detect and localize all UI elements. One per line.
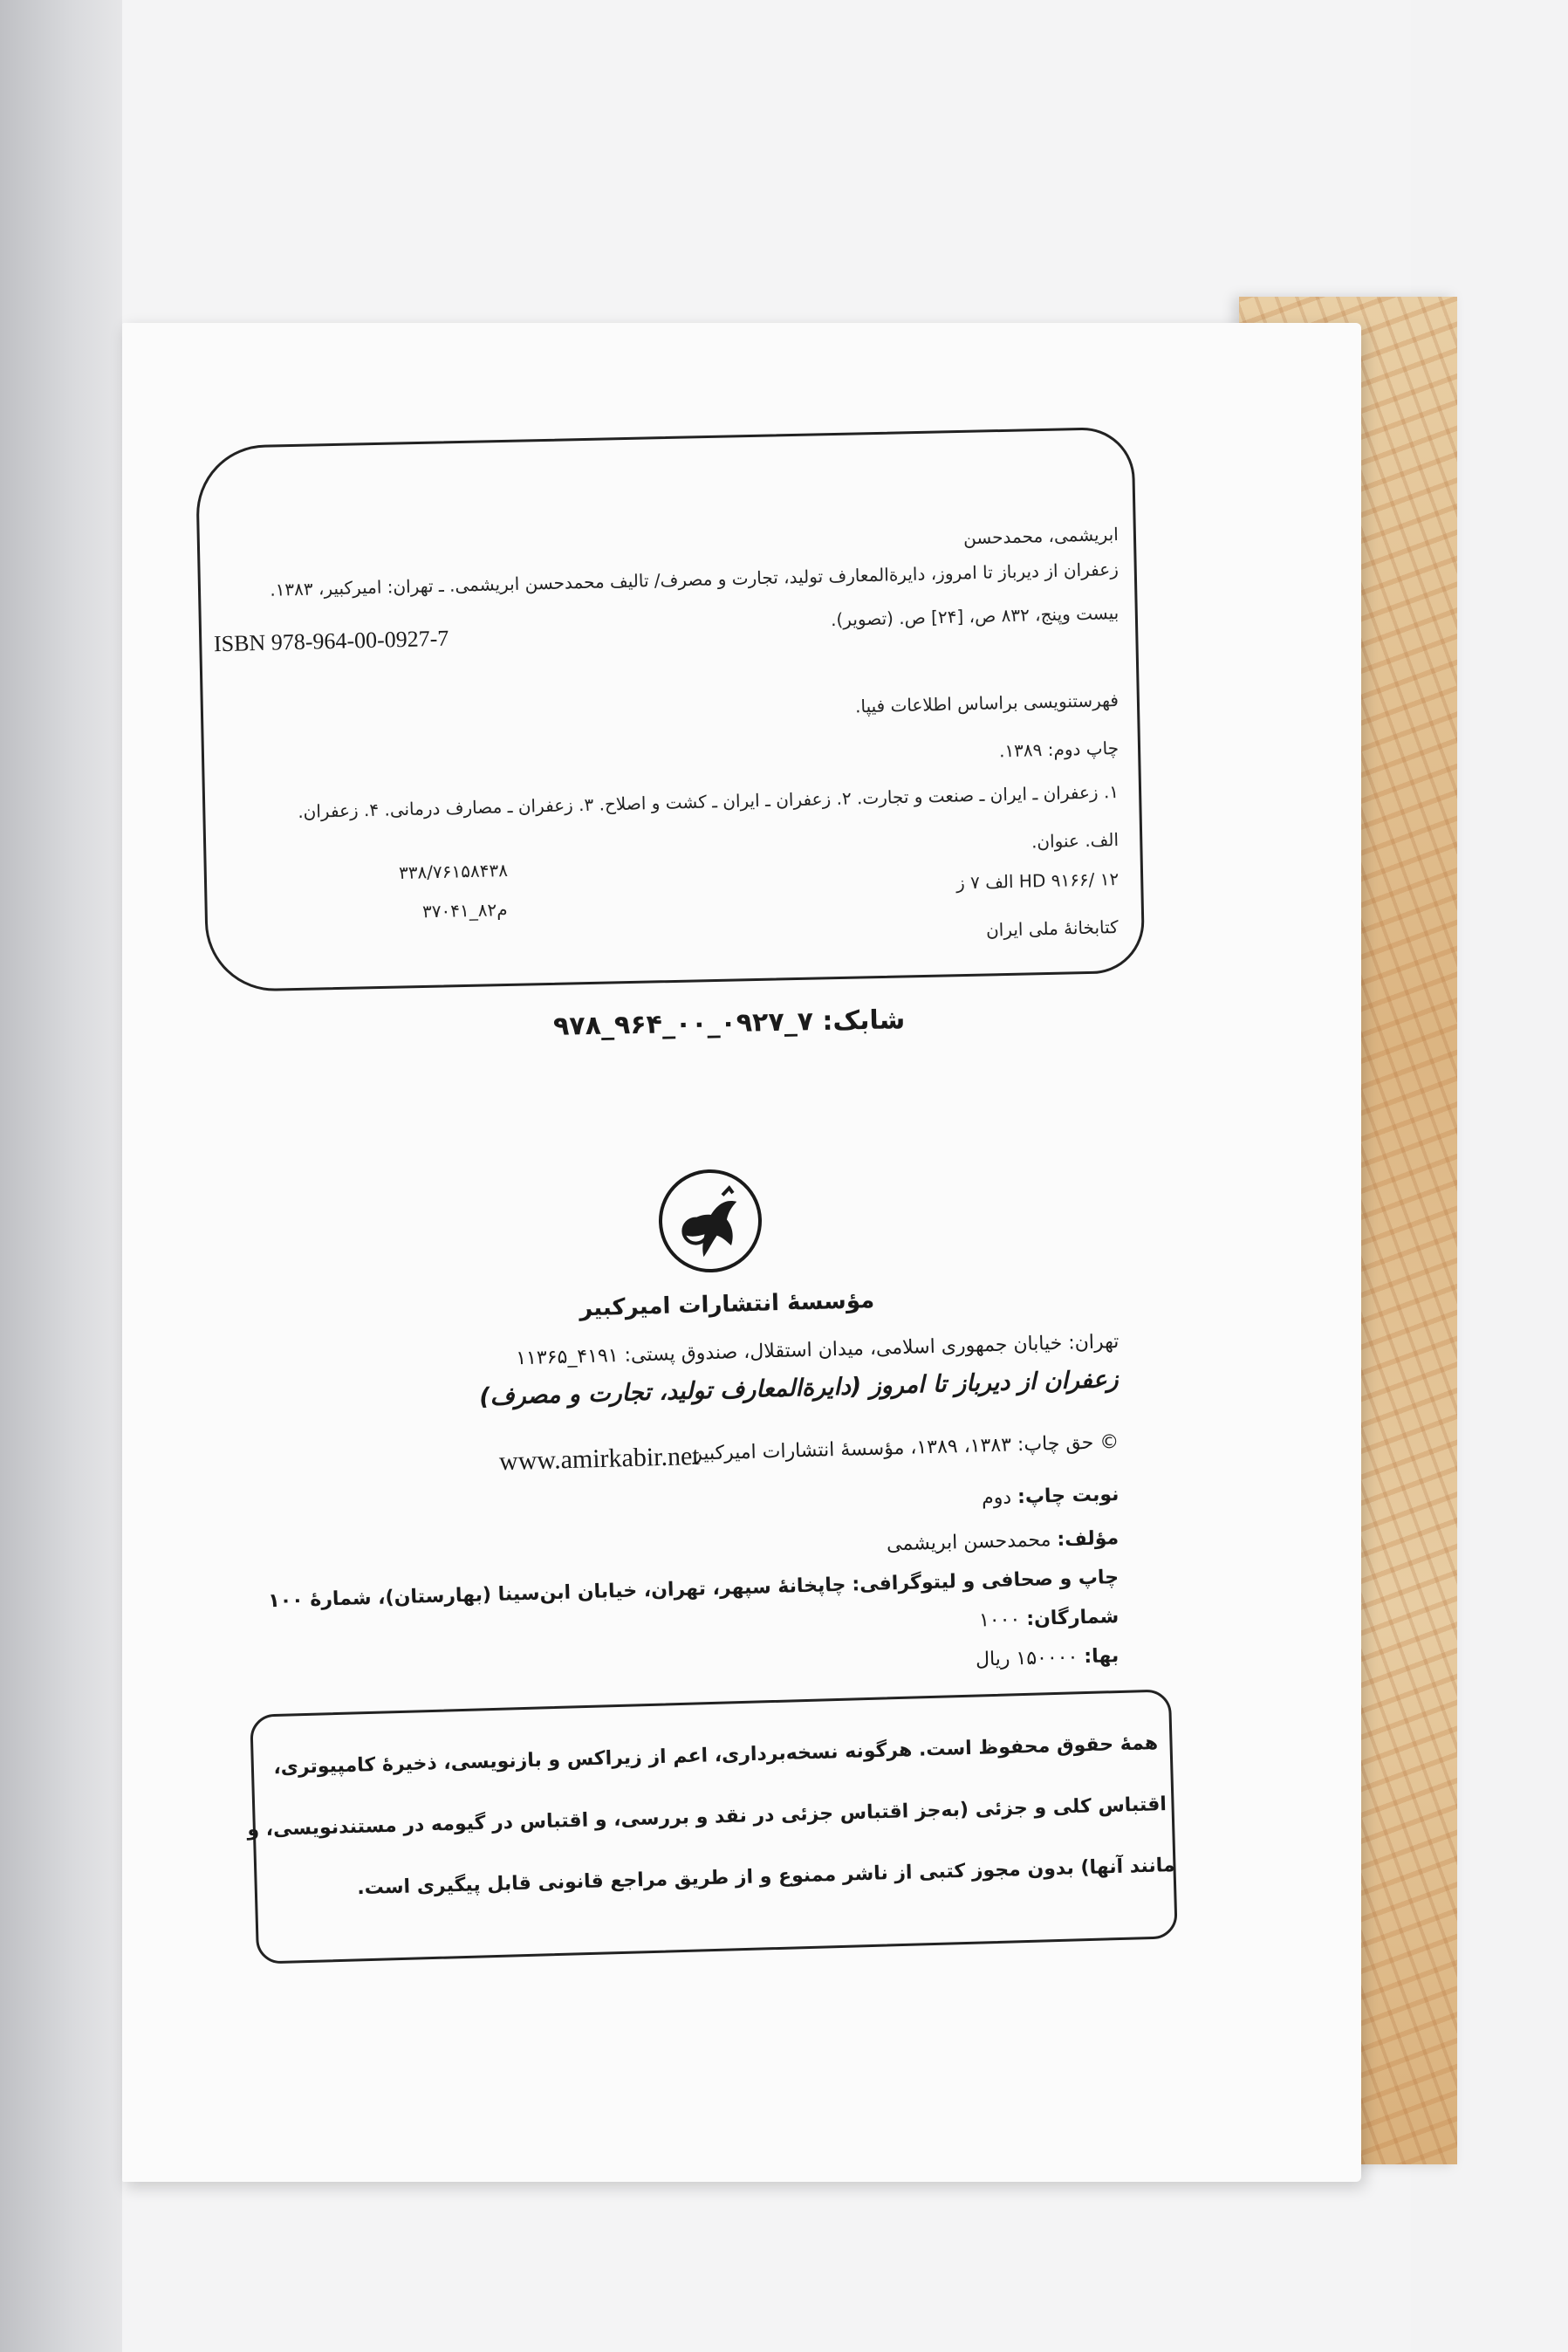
copyright-line: © حق چاپ: ۱۳۸۳، ۱۳۸۹، مؤسسهٔ انتشارات امیرکبیر bbox=[692, 1431, 1120, 1465]
catalog-edition-note: چاپ دوم: ۱۳۸۹. bbox=[998, 737, 1120, 762]
publisher-name: مؤسسهٔ انتشارات امیرکبیر bbox=[579, 1287, 875, 1322]
edition-label: نوبت چاپ: bbox=[1017, 1484, 1120, 1509]
copies-line bbox=[978, 1606, 1119, 1631]
edition-value: دوم bbox=[981, 1486, 1012, 1510]
copies-label: شمارگان: bbox=[1025, 1606, 1120, 1630]
author-label: مؤلف: bbox=[1056, 1527, 1120, 1551]
rights-line-2: اقتباس کلی و جزئی (به‌جز اقتباس جزئی در نقد و بررسی، و اقتباس در گیومه در مستندنویسی، و bbox=[247, 1793, 1167, 1841]
price-line bbox=[976, 1645, 1120, 1671]
book-title: زعفران از دیرباز تا امروز (دایرةالمعارف تولید، تجارت و مصرف) bbox=[479, 1366, 1120, 1411]
catalog-subjects: ۱. زعفران ـ ایران ـ صنعت و تجارت. ۲. زعفران ـ ایران ـ کشت و اصلاح. ۳. زعفران ـ مصارف درمانی. ۴. زعفران. bbox=[297, 781, 1120, 822]
rights-line-3: مانند آنها) بدون مجوز کتبی از ناشر ممنوع و از طریق مراجع قانونی قابل پیگیری است. bbox=[357, 1855, 1176, 1900]
author-value: محمدحسن ابریشمی bbox=[886, 1529, 1051, 1556]
edition-line bbox=[981, 1484, 1119, 1509]
publisher-address: تهران: خیابان جمهوری اسلامی، میدان استقلال، صندوق پستی: ۴۱۹۱_۱۱۳۶۵ bbox=[515, 1331, 1120, 1370]
catalog-fipa-note: فهرستنویسی براساس اطلاعات فیپا. bbox=[854, 689, 1120, 717]
publisher-website: www.amirkabir.net bbox=[498, 1441, 701, 1477]
chariot-horse-icon bbox=[661, 1171, 760, 1271]
catalog-physical: بیست وپنج، ۸۳۲ ص، [۲۴] ص. (تصویر). bbox=[830, 602, 1120, 631]
copies-value: ۱۰۰۰ bbox=[978, 1608, 1021, 1632]
rights-line-1: همهٔ حقوق محفوظ است. هرگونه نسخه‌برداری، اعم از زیراکس و بازنویسی، ذخیرهٔ کامپیوتری، bbox=[272, 1732, 1159, 1779]
catalog-dewey: ۳۳۸/۷۶۱۵۸۴۳۸ bbox=[398, 860, 509, 884]
catalog-author-heading: ابریشمی، محمدحسن bbox=[963, 524, 1120, 549]
price-value: ۱۵۰۰۰۰ ریال bbox=[975, 1646, 1078, 1671]
background-left bbox=[0, 0, 122, 2352]
catalog-library: کتابخانهٔ ملی ایران bbox=[986, 916, 1120, 941]
publisher-logo bbox=[657, 1168, 763, 1274]
catalog-title-line: زعفران از دیرباز تا امروز، دایرةالمعارف تولید، تجارت و مصرف/ تالیف محمدحسن ابریشمی. ـ تهران: امیرکبیر، ۱۳۸۳. bbox=[270, 559, 1120, 600]
printing-label: چاپ و صحافی و لیتوگرافی: bbox=[852, 1567, 1120, 1596]
catalog-title-entry: الف. عنوان. bbox=[1030, 829, 1120, 853]
catalog-lc-class: HD ۹۱۶۶/ ۱۲ الف ۷ ز bbox=[955, 868, 1120, 894]
isbn-persian: شابک: ۷_۰۹۲۷_۰۰_۹۶۴_۹۷۸ bbox=[552, 1005, 906, 1042]
price-label: بها: bbox=[1083, 1645, 1120, 1669]
printing-value: چاپخانهٔ سپهر، تهران، خیابان ابن‌سینا (بهارستان)، شمارهٔ ۱۰۰ bbox=[267, 1574, 846, 1613]
catalog-national-number: م۸۲_۳۷۰۴۱ bbox=[422, 899, 509, 922]
catalog-isbn-latin: ISBN 978-964-00-0927-7 bbox=[213, 625, 449, 657]
